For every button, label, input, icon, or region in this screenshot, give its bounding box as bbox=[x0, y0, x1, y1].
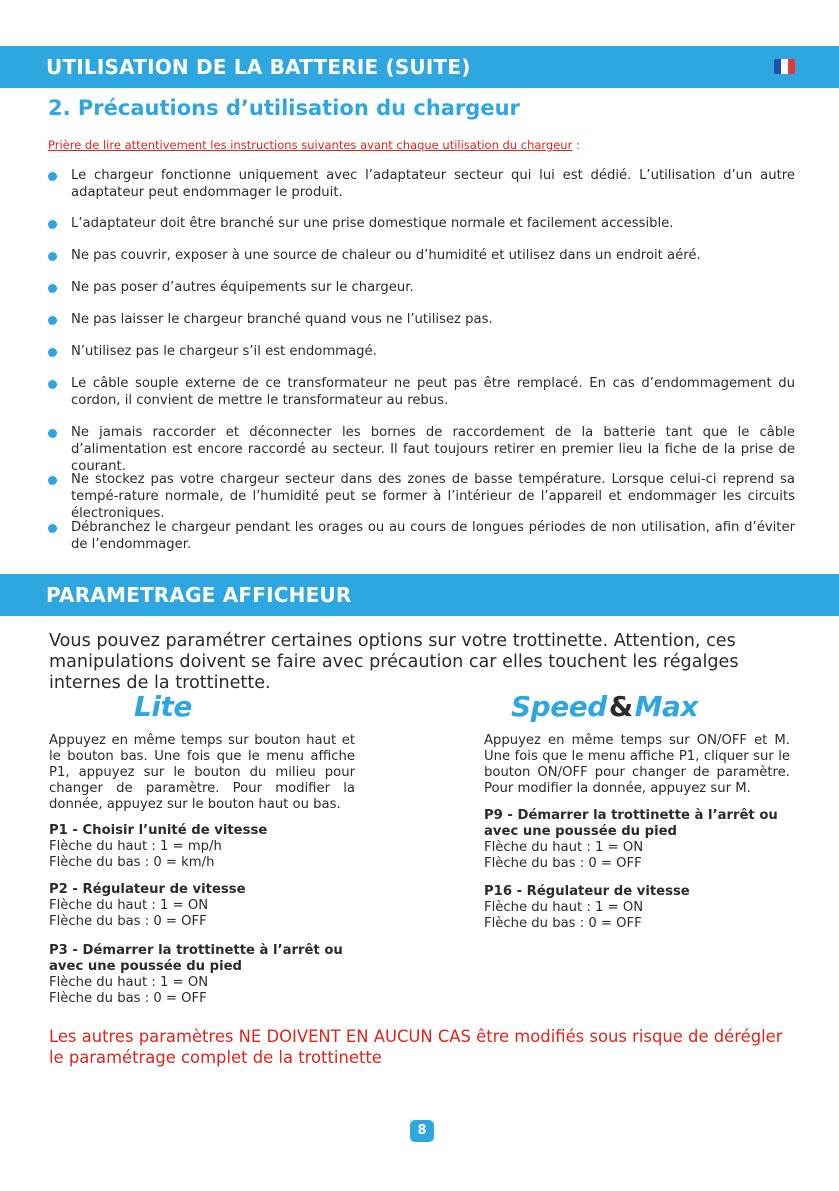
lite-logo: Lite bbox=[134, 690, 192, 723]
param-line: Flèche du haut : 1 = mp/h bbox=[49, 839, 222, 854]
charger-precautions-heading: 2. Précautions d’utilisation du chargeur bbox=[48, 96, 520, 120]
param-line: Flèche du haut : 1 = ON bbox=[484, 840, 644, 855]
charger-notice-suffix: : bbox=[572, 138, 580, 152]
settings-warning: Les autres paramètres NE DOIVENT EN AUCUN CAS être modifiés sous risque de dérégler le paramétrage complet de la trottinette bbox=[49, 1027, 783, 1067]
param-block-p9 bbox=[484, 808, 790, 872]
list-item-text: N’utilisez pas le chargeur s’il est endommagé. bbox=[71, 344, 377, 359]
list-item-text: Ne stockez pas votre chargeur secteur dans des zones de basse température. Lorsque celui-ci reprend sa tempé-rature normale, de l’humidité peut se former à l’intérieur de l’appareil et endommager les circuits électroniques. bbox=[71, 472, 795, 521]
param-line: Flèche du bas : 0 = OFF bbox=[484, 916, 642, 931]
list-item-text: Ne pas poser d’autres équipements sur le chargeur. bbox=[71, 280, 414, 295]
list-item-text: Ne pas couvrir, exposer à une source de chaleur ou d’humidité et utilisez dans un endroit aéré. bbox=[71, 248, 701, 263]
param-title: P9 - Démarrer la trottinette à l’arrêt ou avec une poussée du pied bbox=[484, 808, 778, 839]
bullet-icon bbox=[48, 429, 57, 438]
list-item-text: Le chargeur fonctionne uniquement avec l’adaptateur secteur qui lui est dédié. L’utilisation d’un autre adaptateur peut endommager le produit. bbox=[71, 168, 795, 200]
param-line: Flèche du bas : 0 = OFF bbox=[49, 914, 207, 929]
section-banner-display-settings bbox=[0, 574, 839, 616]
bullet-icon bbox=[48, 252, 57, 261]
param-title: P16 - Régulateur de vitesse bbox=[484, 884, 690, 899]
banner-title: UTILISATION DE LA BATTERIE (SUITE) bbox=[46, 55, 471, 79]
param-block-p2 bbox=[49, 882, 355, 930]
param-title: P2 - Régulateur de vitesse bbox=[49, 882, 246, 897]
param-line: Flèche du haut : 1 = ON bbox=[484, 900, 644, 915]
bullet-icon bbox=[48, 476, 57, 485]
french-flag-icon bbox=[774, 59, 795, 74]
settings-intro: Vous pouvez paramétrer certaines options sur votre trottinette. Attention, ces manipulations doivent se faire avec précaution car elles touchent les régalges internes de la trottinette. bbox=[49, 631, 739, 693]
param-line: Flèche du bas : 0 = km/h bbox=[49, 855, 215, 870]
param-title: P1 - Choisir l’unité de vitesse bbox=[49, 823, 268, 838]
page-number: 8 bbox=[410, 1120, 434, 1142]
charger-notice bbox=[48, 138, 580, 152]
list-item-text: Le câble souple externe de ce transformateur ne peut pas être remplacé. En cas d’endommagement du cordon, il convient de mettre le transformateur au rebus. bbox=[71, 376, 795, 408]
bullet-icon bbox=[48, 284, 57, 293]
bullet-icon bbox=[48, 524, 57, 533]
param-block-p16 bbox=[484, 884, 790, 932]
bullet-icon bbox=[48, 380, 57, 389]
param-line: Flèche du haut : 1 = ON bbox=[49, 898, 209, 913]
logo-ampersand: & bbox=[608, 690, 633, 723]
bullet-icon bbox=[48, 172, 57, 181]
speed-max-instructions: Appuyez en même temps sur ON/OFF et M. Une fois que le menu affiche P1, cliquer sur le bouton ON/OFF pour changer de paramètre. Pour modifier la donnée, appuyez sur M. bbox=[484, 733, 790, 796]
param-block-p3 bbox=[49, 943, 355, 1007]
charger-notice-text: Prière de lire attentivement les instructions suivantes avant chaque utilisation du chargeur bbox=[48, 138, 573, 152]
param-line: Flèche du bas : 0 = OFF bbox=[484, 856, 642, 871]
speed-logo-text: Speed bbox=[511, 690, 607, 723]
param-line: Flèche du haut : 1 = ON bbox=[49, 975, 209, 990]
list-item-text: Ne jamais raccorder et déconnecter les bornes de raccordement de la batterie tant que le câble d’alimentation est encore raccordé au secteur. Il faut toujours retirer en premier lieu la fiche de la prise de courant. bbox=[71, 425, 795, 474]
list-item-text: L’adaptateur doit être branché sur une prise domestique normale et facilement accessible. bbox=[71, 216, 674, 231]
speed-max-logo bbox=[511, 690, 698, 723]
list-item-text: Débranchez le chargeur pendant les orages ou au cours de longues périodes de non utilisation, afin d’éviter de l’endommager. bbox=[71, 520, 795, 552]
param-block-p1 bbox=[49, 823, 355, 871]
list-item-text: Ne pas laisser le chargeur branché quand vous ne l’utilisez pas. bbox=[71, 312, 493, 327]
bullet-icon bbox=[48, 348, 57, 357]
lite-instructions: Appuyez en même temps sur bouton haut et le bouton bas. Une fois que le menu affiche P1, appuyez sur le bouton du milieu pour changer de paramètre. Pour modifier la donnée, appuyez sur le bouton haut ou bas. bbox=[49, 733, 355, 812]
bullet-icon bbox=[48, 220, 57, 229]
max-logo-text: Max bbox=[634, 690, 698, 723]
section-banner-battery bbox=[0, 46, 839, 88]
bullet-icon bbox=[48, 316, 57, 325]
param-line: Flèche du bas : 0 = OFF bbox=[49, 991, 207, 1006]
param-title: P3 - Démarrer la trottinette à l’arrêt ou avec une poussée du pied bbox=[49, 943, 343, 974]
banner-title: PARAMETRAGE AFFICHEUR bbox=[46, 583, 352, 607]
